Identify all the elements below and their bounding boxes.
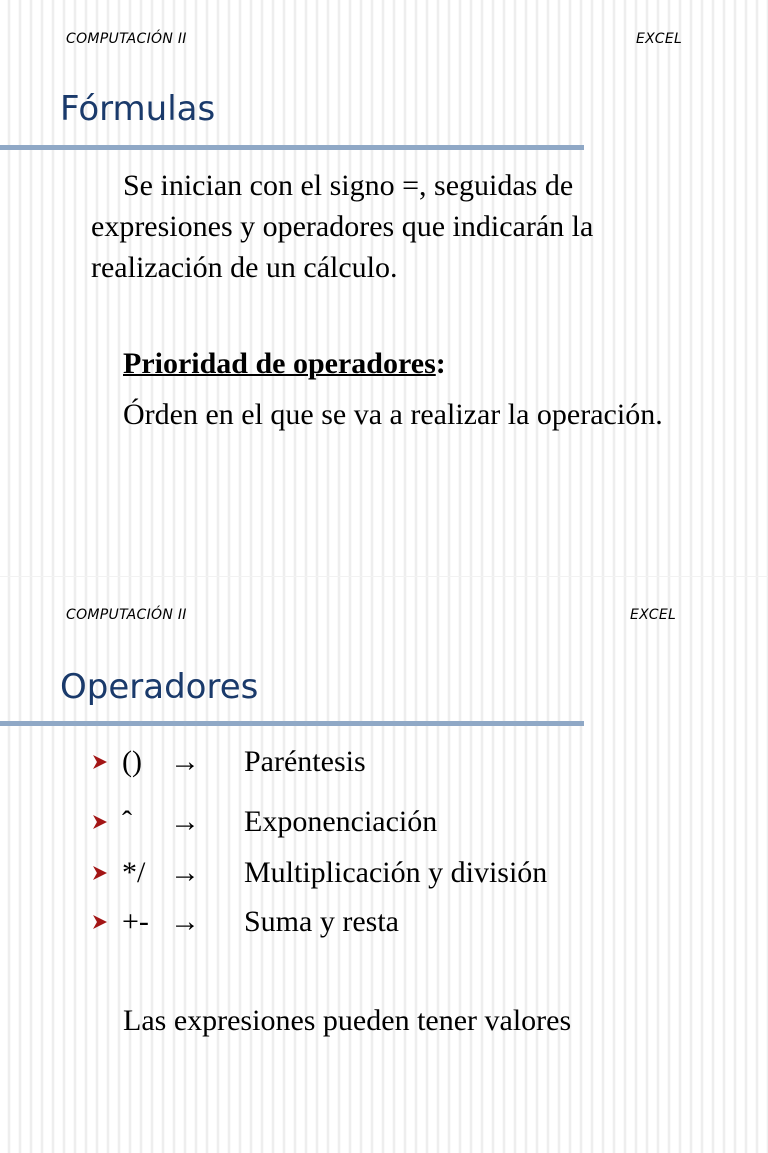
slide-title: Fórmulas (60, 89, 216, 129)
slide-operadores (0, 576, 768, 1153)
priority-heading (123, 347, 446, 381)
operator-symbol: () (122, 745, 142, 778)
header-topic: EXCEL (630, 607, 677, 623)
header-course: COMPUTACIÓN II (66, 31, 187, 47)
right-arrow-icon: → (170, 856, 200, 889)
slide-title: Operadores (60, 667, 259, 707)
arrowhead-bullet-icon (92, 802, 108, 842)
operator-description: Multiplicación y división (244, 856, 548, 889)
right-arrow-icon: → (170, 745, 200, 778)
priority-heading-colon: : (435, 347, 446, 380)
header-course: COMPUTACIÓN II (66, 607, 187, 623)
arrowhead-bullet-icon (92, 902, 108, 942)
arrowhead-bullet-icon (92, 742, 108, 782)
right-arrow-icon: → (170, 905, 200, 938)
operator-symbol: */ (122, 856, 146, 889)
intro-paragraph: Se inician con el signo =, seguidas de expresiones y operadores que indicarán la realización de un cálculo. (91, 169, 594, 284)
arrowhead-bullet-icon (92, 853, 108, 893)
title-divider (0, 721, 584, 726)
operator-description: Exponenciación (244, 805, 438, 838)
priority-paragraph: Órden en el que se va a realizar la operación. (123, 398, 663, 431)
operator-symbol: +- (122, 905, 149, 938)
right-arrow-icon: → (170, 805, 200, 838)
footer-paragraph: Las expresiones pueden tener valores (123, 1004, 572, 1037)
header-topic: EXCEL (636, 31, 683, 47)
priority-heading-text: Prioridad de operadores (123, 347, 436, 380)
operator-description: Paréntesis (244, 745, 366, 778)
slide-formulas (0, 0, 768, 576)
operator-description: Suma y resta (244, 905, 399, 938)
operator-symbol: ˆ (122, 805, 132, 838)
title-divider (0, 145, 584, 150)
